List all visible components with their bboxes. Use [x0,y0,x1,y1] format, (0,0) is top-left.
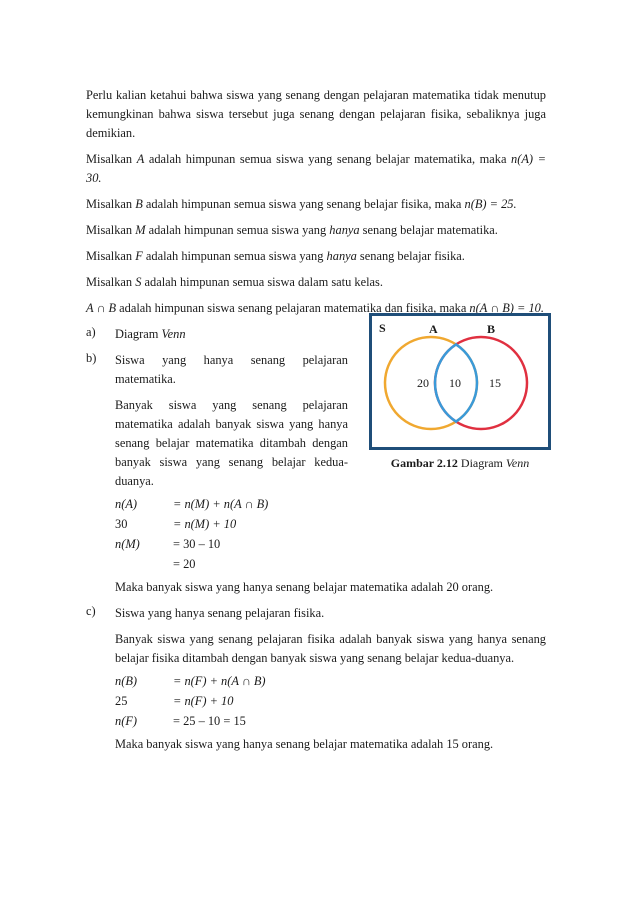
equation-lhs: n(B) [115,674,138,688]
def-f-var: F [135,249,143,263]
def-f-emphasis: hanya [326,249,357,263]
definition-m [86,221,546,240]
intersection-text: adalah himpunan siswa senang pelajaran matematika dan fisika, maka [116,301,470,315]
intersection-equation: n(A ∩ B) = 10. [469,301,544,315]
item-c-conclusion: Maka banyak siswa yang hanya senang belajar matematika adalah 15 orang. [115,737,494,751]
caption-emphasis: Venn [505,456,530,470]
item-b-marker: b) [86,351,97,365]
item-c-equations [115,671,546,731]
def-b-prefix: Misalkan [86,197,136,211]
equation-rhs: = 30 – 10 [173,537,221,551]
def-m-text: adalah himpunan semua siswa yang [145,223,330,237]
caption-text: Diagram [457,456,506,470]
set-a-label: A [429,322,438,336]
intersection-var: A ∩ B [86,301,117,315]
def-f-text: adalah himpunan semua siswa yang [142,249,327,263]
def-m-emphasis: hanya [329,223,360,237]
definition-b [86,195,546,214]
equation-row [115,514,348,534]
equation-row [115,534,348,554]
item-b-body: Banyak siswa yang senang pelajaran matematika adalah banyak siswa yang hanya senang belajar matematika ditambah dengan banyak siswa yang senang belajar kedua-duanya. [115,398,348,488]
def-m-suffix: senang belajar matematika. [359,223,498,237]
def-s-text: adalah himpunan semua siswa dalam satu kelas. [141,275,383,289]
set-b-label: B [487,322,496,336]
universe-label: S [379,321,386,335]
equation-row [115,554,348,574]
item-c-marker: c) [86,604,96,618]
item-c-body: Banyak siswa yang senang pelajaran fisika adalah banyak siswa yang hanya senang belajar fisika ditambah dengan banyak siswa yang senang belajar kedua-duanya. [115,632,546,665]
definition-f [86,247,546,266]
equation-lhs: 25 [115,694,128,708]
intro-paragraph: Perlu kalian ketahui bahwa siswa yang senang dengan pelajaran matematika tidak menutup kemungkinan bahwa siswa tersebut juga senang dengan pelajaran fisika, sebaliknya juga demikian. [86,88,546,140]
def-b-var: B [135,197,143,211]
equation-rhs: = n(M) + 10 [173,517,237,531]
equation-row [115,671,546,691]
item-a-text: Diagram [115,327,162,341]
def-f-prefix: Misalkan [86,249,136,263]
def-b-equation: n(B) = 25. [464,197,517,211]
item-c-title: Siswa yang hanya senang pelajaran fisika. [115,606,325,620]
item-b-title: Siswa yang hanya senang pelajaran matematika. [115,353,348,386]
item-b-conclusion: Maka banyak siswa yang hanya senang belajar matematika adalah 20 orang. [115,580,494,594]
def-a-prefix: Misalkan [86,152,137,166]
equation-rhs: = n(F) + 10 [173,694,234,708]
equation-lhs [115,554,173,574]
item-c [86,604,546,754]
item-a-emphasis: Venn [161,327,186,341]
equation-lhs: n(A) [115,497,138,511]
equation-rhs: = n(F) + n(A ∩ B) [173,674,266,688]
def-b-text: adalah himpunan semua siswa yang senang belajar fisika, maka [142,197,465,211]
equation-lhs: 30 [115,517,128,531]
def-s-prefix: Misalkan [86,275,136,289]
def-a-equation: n(A) = 30. [86,152,547,185]
def-a-text: adalah himpunan semua siswa yang senang belajar matematika, maka [144,152,512,166]
item-b-conclusion-wrap [86,578,546,597]
definition-s [86,273,546,292]
only-b-value: 15 [489,376,501,390]
item-a-marker: a) [86,325,96,339]
figure-caption [369,456,551,471]
equation-lhs: n(M) [115,537,140,551]
equation-rhs: = n(M) + n(A ∩ B) [173,497,269,511]
venn-diagram [369,313,551,453]
def-m-var: M [135,223,146,237]
def-s-var: S [135,275,142,289]
equation-rhs: = 20 [173,557,196,571]
caption-number: Gambar 2.12 [390,456,458,470]
equation-row [115,691,546,711]
equation-row [115,494,348,514]
equation-rhs: = 25 – 10 = 15 [173,714,246,728]
def-m-prefix: Misalkan [86,223,136,237]
venn-figure [286,313,546,471]
def-f-suffix: senang belajar fisika. [356,249,465,263]
only-a-value: 20 [417,376,429,390]
def-a-var: A [136,152,145,166]
item-b-equations [115,494,348,574]
equation-lhs: n(F) [115,714,138,728]
equation-row [115,711,546,731]
definition-a [86,150,546,188]
intersection-value: 10 [449,376,461,390]
